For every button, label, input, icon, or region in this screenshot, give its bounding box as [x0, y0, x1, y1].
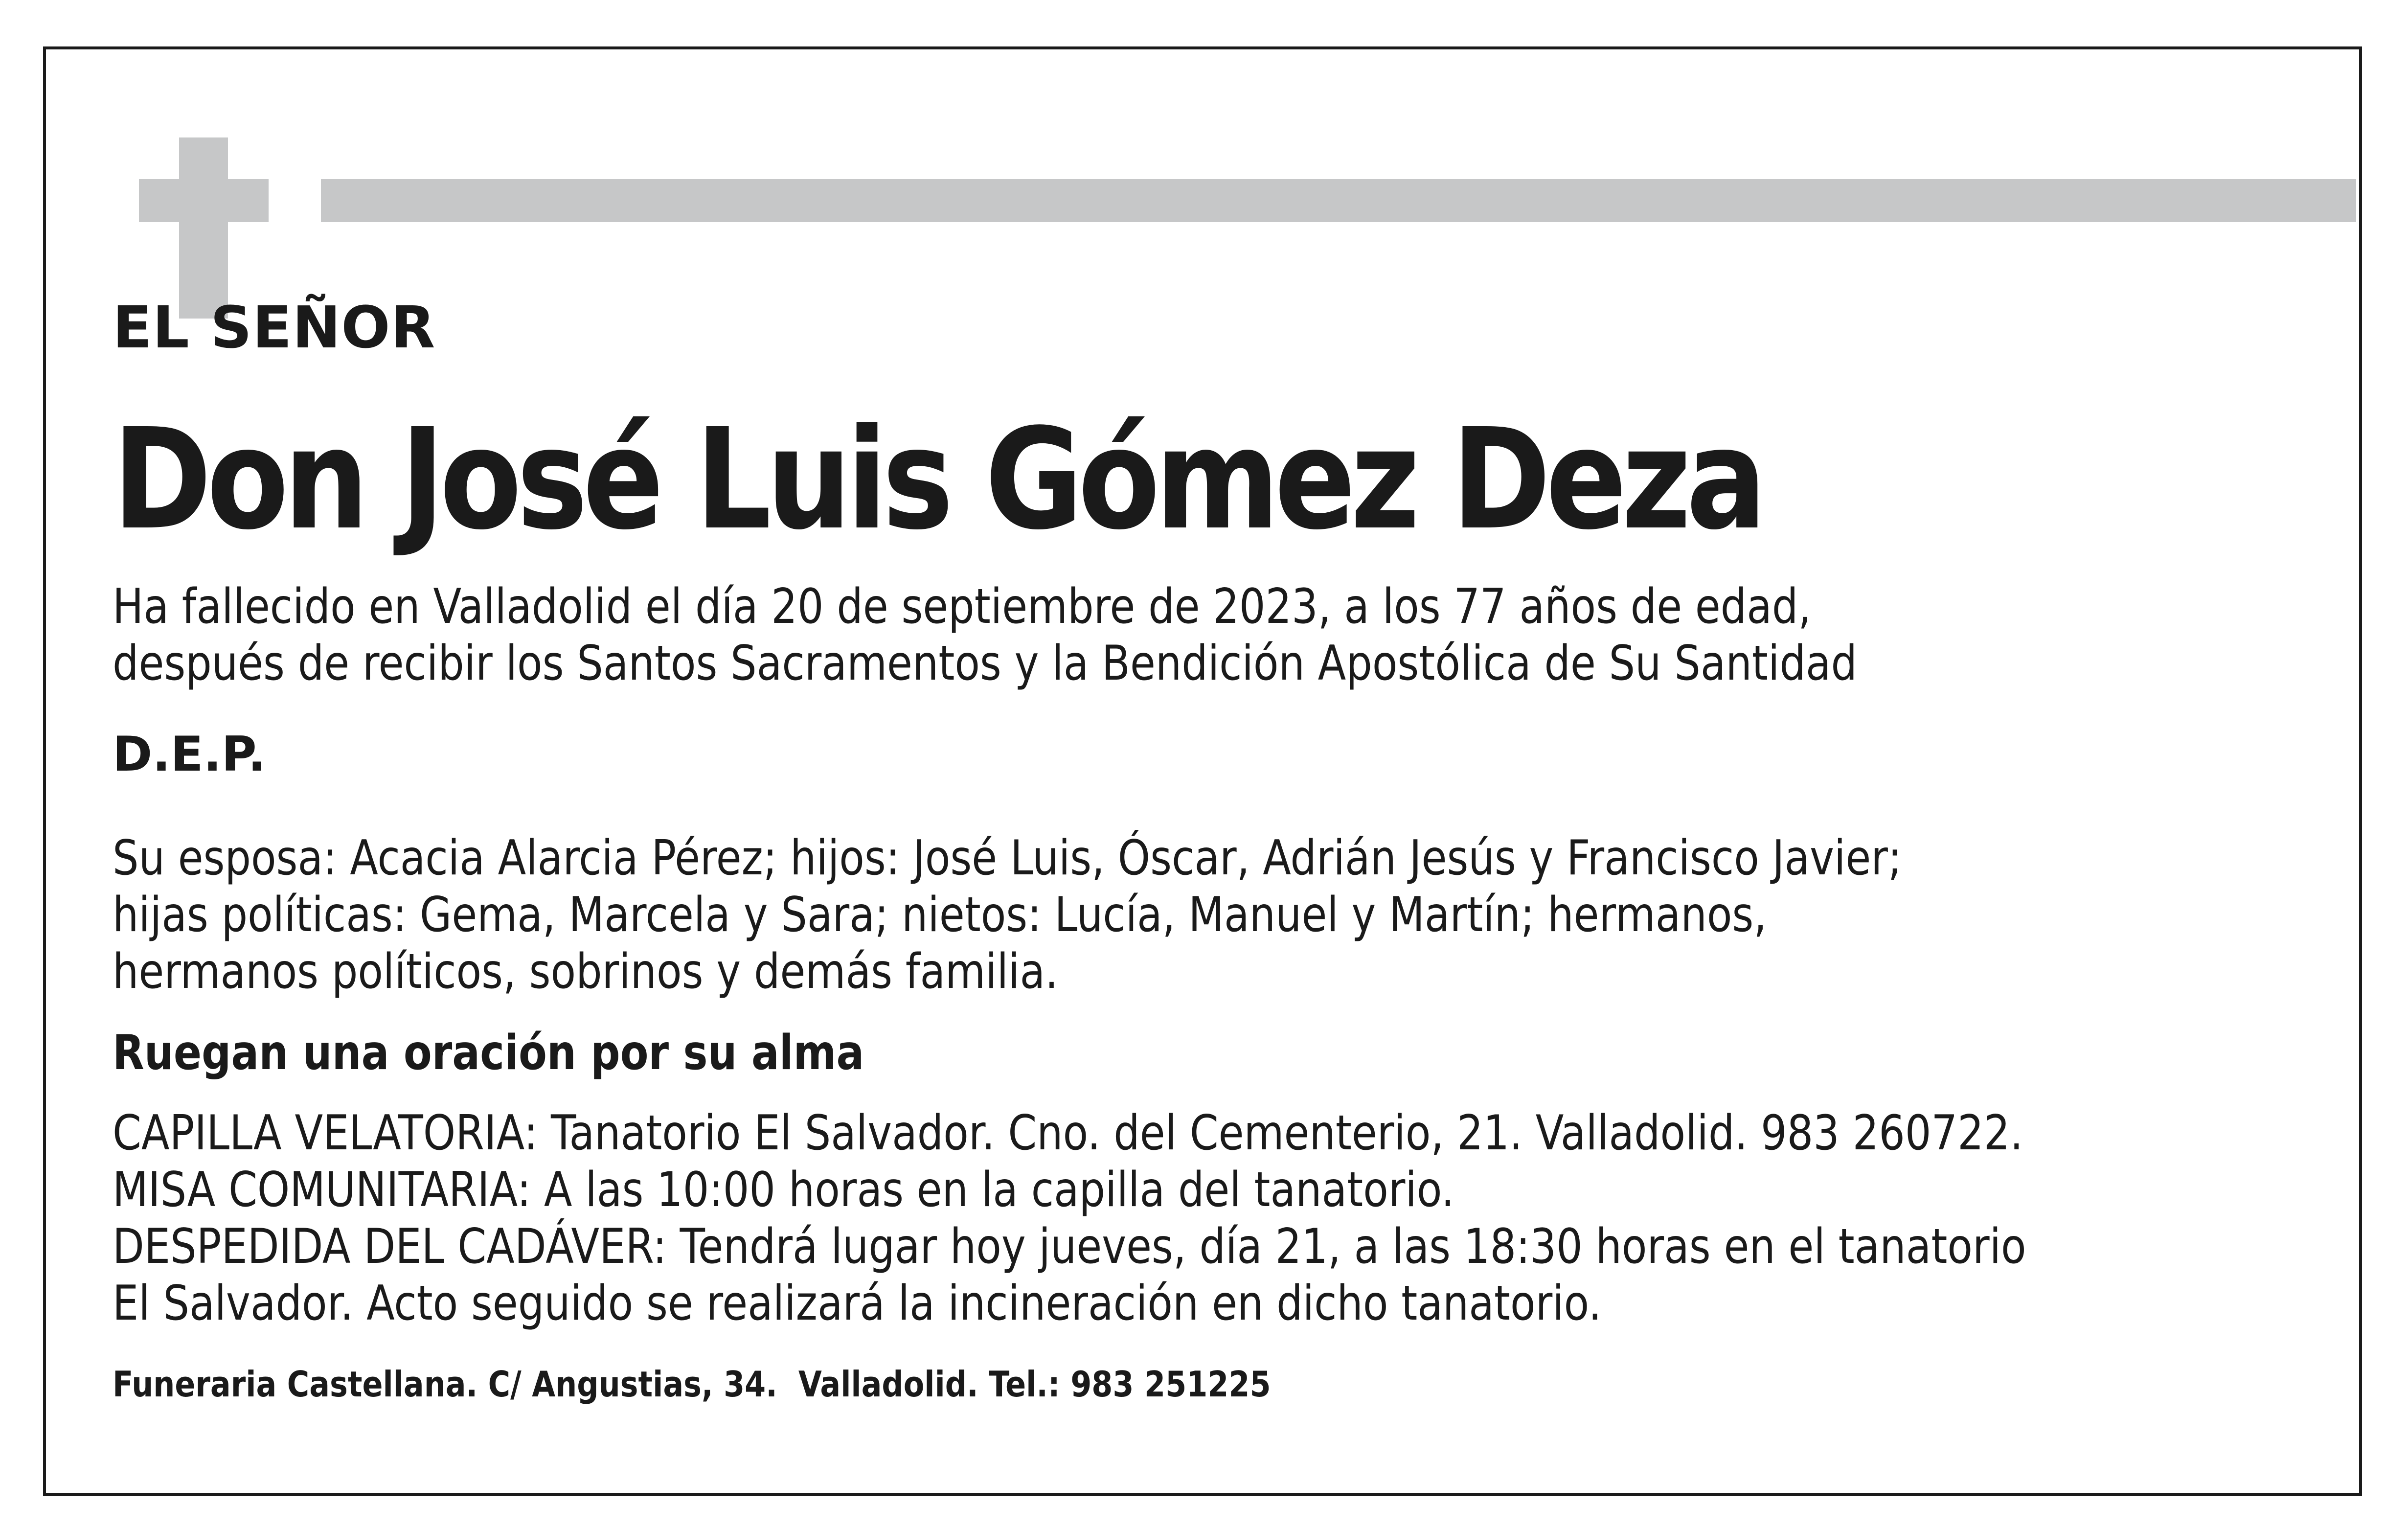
- cross-icon-bar: [139, 179, 269, 222]
- intro-line: Ha fallecido en Valladolid el día 20 de septiembre de 2023, a los 77 años de edad,: [113, 579, 1812, 635]
- deceased-name: Don José Luis Gómez Deza: [113, 398, 1762, 560]
- service-line: CAPILLA VELATORIA: Tanatorio El Salvador. Cno. del Cementerio, 21. Valladolid. 983 260722.: [113, 1105, 2023, 1161]
- rip-label: D.E.P.: [113, 727, 266, 782]
- intro-line: después de recibir los Santos Sacramentos y la Bendición Apostólica de Su Santidad: [113, 636, 1858, 691]
- family-line: hermanos políticos, sobrinos y demás familia.: [113, 944, 1058, 1000]
- service-line: DESPEDIDA DEL CADÁVER: Tendrá lugar hoy jueves, día 21, a las 18:30 horas en el tanatorio: [113, 1219, 2026, 1275]
- header-rule: [321, 179, 2356, 222]
- family-line: hijas políticas: Gema, Marcela y Sara; nietos: Lucía, Manuel y Martín; hermanos,: [113, 887, 1767, 943]
- family-paragraph: [113, 830, 2339, 1000]
- notice-heading: EL SEÑOR: [113, 294, 436, 361]
- service-line: El Salvador. Acto seguido se realizará la incineración en dicho tanatorio.: [113, 1276, 1602, 1331]
- funeral-home-footer: Funeraria Castellana. C/ Angustias, 34. Valladolid. Tel.: 983 251225: [113, 1364, 1271, 1405]
- family-line: Su esposa: Acacia Alarcia Pérez; hijos: José Luis, Óscar, Adrián Jesús y Francisco Javier;: [113, 830, 1902, 886]
- prayer-request: Ruegan una oración por su alma: [113, 1025, 864, 1081]
- intro-paragraph: [113, 578, 2339, 692]
- cross-icon: [179, 137, 228, 319]
- service-line: MISA COMUNITARIA: A las 10:00 horas en la capilla del tanatorio.: [113, 1162, 1454, 1218]
- notice-content: [113, 294, 2339, 1406]
- services-paragraph: [113, 1105, 2339, 1332]
